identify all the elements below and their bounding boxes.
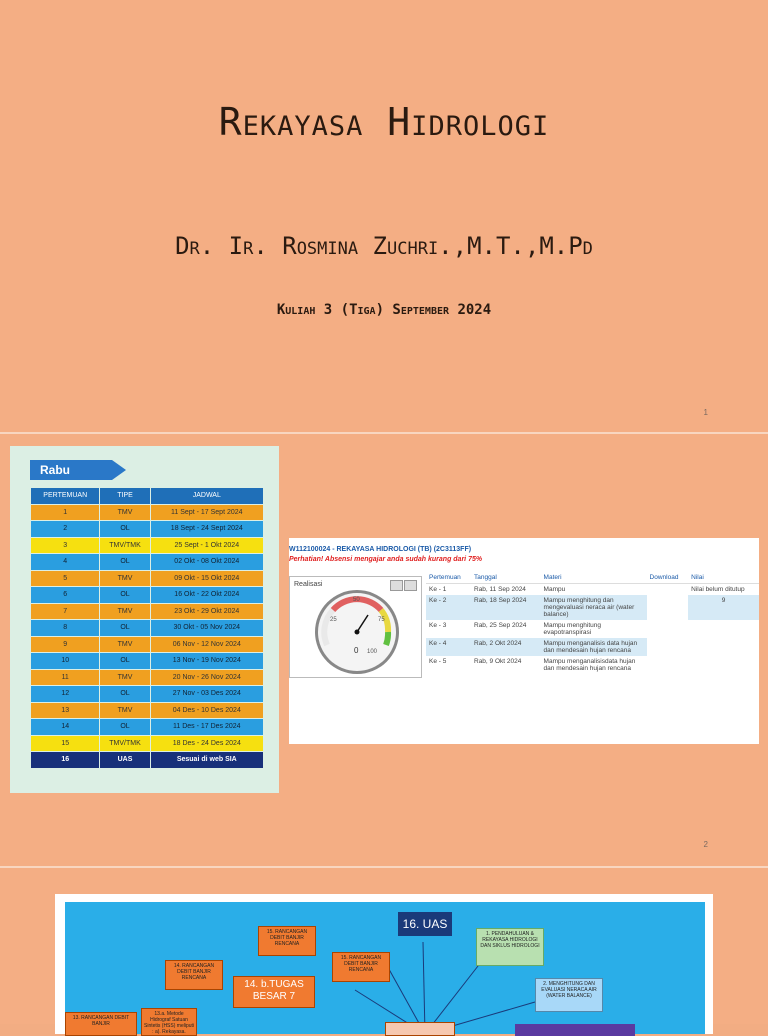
schedule-cell: 23 Okt - 29 Okt 2024: [151, 604, 263, 620]
gauge-tick: 25: [330, 617, 337, 623]
schedule-cell: 25 Sept - 1 Okt 2024: [151, 538, 263, 554]
schedule-cell: 13 Nov - 19 Nov 2024: [151, 653, 263, 669]
schedule-cell: 30 Okt - 05 Nov 2024: [151, 620, 263, 636]
schedule-cell: 14: [31, 719, 99, 735]
schedule-row: [31, 752, 263, 768]
table-row: [426, 638, 759, 656]
node-13a: 13.a. Metode Hidrograf Satuan Sintetis (HSS) meliputi : a). Rekayasa.: [141, 1008, 197, 1036]
schedule-row: [31, 736, 263, 752]
nilai-cell: [688, 638, 759, 656]
node-15: 15. RANCANGAN DEBIT BANJIR RENCANA: [258, 926, 316, 956]
schedule-row: [31, 653, 263, 669]
schedule-header: TIPE: [100, 488, 149, 504]
schedule-cell: OL: [100, 587, 149, 603]
mind-map-canvas: [65, 902, 705, 1034]
schedule-cell: 9: [31, 637, 99, 653]
schedule-row: [31, 686, 263, 702]
schedule-cell: 18 Des - 24 Des 2024: [151, 736, 263, 752]
lms-panel: [289, 538, 759, 744]
schedule-panel: [10, 446, 279, 793]
table-cell: Rab, 25 Sep 2024: [474, 622, 527, 629]
download-icon[interactable]: [404, 580, 417, 591]
table-header: Tanggal: [471, 572, 541, 584]
schedule-cell: TMV: [100, 505, 149, 521]
table-cell: Mampu menganalisis data hujan dan mendesain hujan rencana: [541, 638, 647, 656]
table-row: [426, 620, 759, 638]
table-cell: Rab, 18 Sep 2024: [471, 595, 541, 620]
realisasi-gauge: [312, 587, 402, 667]
table-row: [426, 584, 759, 596]
schedule-header: JADWAL: [151, 488, 263, 504]
schedule-cell: 13: [31, 703, 99, 719]
table-cell: Mampu menghitung dan mengevaluasi neraca air (water balance): [541, 595, 647, 620]
schedule-cell: TMV: [100, 637, 149, 653]
schedule-cell: OL: [100, 620, 149, 636]
schedule-table: [30, 487, 264, 769]
table-cell: Mampu menghitung evapotranspirasi: [543, 622, 601, 636]
slide-title: Rekayasa Hidrologi: [218, 100, 550, 144]
table-cell: Rab, 11 Sep 2024: [474, 586, 526, 593]
schedule-cell: UAS: [100, 752, 149, 768]
attendance-table: [426, 572, 759, 674]
schedule-row: [31, 521, 263, 537]
gauge-value: 0: [354, 646, 359, 655]
download-cell: [647, 584, 689, 596]
schedule-cell: 8: [31, 620, 99, 636]
schedule-cell: 27 Nov - 03 Des 2024: [151, 686, 263, 702]
schedule-cell: 10: [31, 653, 99, 669]
schedule-row: [31, 637, 263, 653]
schedule-row: [31, 505, 263, 521]
table-cell: Rab, 2 Okt 2024: [471, 638, 541, 656]
gauge-box: [289, 576, 422, 678]
day-banner: Rabu: [30, 460, 112, 480]
schedule-row: [31, 703, 263, 719]
schedule-row: [31, 554, 263, 570]
schedule-cell: 5: [31, 571, 99, 587]
schedule-row: [31, 571, 263, 587]
download-cell: [647, 656, 689, 674]
slide-2: [0, 434, 768, 866]
schedule-cell: TMV: [100, 703, 149, 719]
slide-3: [0, 868, 768, 1035]
node-1: 1. PENDAHULUAN & REKAYASA HIDROLOGI DAN SIKLUS HIDROLOGI: [476, 928, 544, 966]
slide-author: Dr. Ir. Rosmina Zuchri.,M.T.,M.Pd: [175, 232, 593, 260]
download-cell: [647, 638, 689, 656]
schedule-cell: TMV: [100, 571, 149, 587]
table-row: [426, 656, 759, 674]
schedule-cell: 4: [31, 554, 99, 570]
table-cell: Mampu: [543, 586, 566, 593]
table-cell: Ke - 1: [429, 586, 447, 593]
schedule-cell: 3: [31, 538, 99, 554]
table-header: Pertemuan: [426, 572, 471, 584]
schedule-cell: 6: [31, 587, 99, 603]
schedule-cell: 18 Sept - 24 Sept 2024: [151, 521, 263, 537]
schedule-row: [31, 719, 263, 735]
schedule-row: [31, 538, 263, 554]
schedule-cell: TMV: [100, 670, 149, 686]
schedule-row: [31, 604, 263, 620]
download-cell: [647, 595, 689, 620]
schedule-cell: 20 Nov - 26 Nov 2024: [151, 670, 263, 686]
gauge-tick: 75: [378, 617, 385, 623]
gauge-label: Realisasi: [294, 581, 323, 588]
course-title[interactable]: W112100024 - REKAYASA HIDROLOGI (TB) (2C3113FF): [289, 546, 472, 553]
schedule-cell: 12: [31, 686, 99, 702]
node-right: [515, 1024, 635, 1036]
schedule-cell: 16 Okt - 22 Okt 2024: [151, 587, 263, 603]
table-header: Materi: [541, 572, 647, 584]
table-cell: Ke - 3: [429, 622, 447, 629]
schedule-cell: 02 Okt - 08 Okt 2024: [151, 554, 263, 570]
slide-subtitle: Kuliah 3 (Tiga) September 2024: [276, 302, 492, 318]
schedule-cell: OL: [100, 653, 149, 669]
node-center: [385, 1022, 455, 1036]
schedule-cell: 1: [31, 505, 99, 521]
nilai-cell: [688, 620, 759, 638]
schedule-cell: 06 Nov - 12 Nov 2024: [151, 637, 263, 653]
schedule-cell: 11: [31, 670, 99, 686]
schedule-header: PERTEMUAN: [31, 488, 99, 504]
nilai-cell: [688, 656, 759, 674]
table-cell: Rab, 9 Okt 2024: [474, 658, 522, 665]
nilai-cell: 9: [688, 595, 759, 620]
download-cell: [647, 620, 689, 638]
page-number: 2: [703, 840, 708, 849]
schedule-cell: TMV/TMK: [100, 736, 149, 752]
table-header: Nilai: [688, 572, 759, 584]
table-cell: Ke - 4: [426, 638, 471, 656]
node-13: 13. RANCANGAN DEBIT BANJIR: [65, 1012, 137, 1036]
mind-map: [55, 894, 713, 1034]
table-header: Download: [647, 572, 689, 584]
schedule-row: [31, 587, 263, 603]
node-uas: 16. UAS: [398, 912, 452, 936]
schedule-row: [31, 620, 263, 636]
gauge-tick: 100: [367, 649, 378, 655]
node-15b: 15. RANCANGAN DEBIT BANJIR RENCANA: [332, 952, 390, 982]
attendance-warning: Perhatian! Absensi mengajar anda sudah kurang dari 75%: [289, 556, 483, 563]
nilai-cell: Nilai belum ditutup: [691, 586, 745, 593]
page-number: 1: [703, 408, 708, 417]
table-row: [426, 595, 759, 620]
node-14b: 14. b.TUGAS BESAR 7: [233, 976, 315, 1008]
gauge-tick: 50: [353, 597, 360, 603]
schedule-cell: 11 Sept - 17 Sept 2024: [151, 505, 263, 521]
node-14: 14. RANCANGAN DEBIT BANJIR RENCANA: [165, 960, 223, 990]
schedule-cell: Sesuai di web SIA: [151, 752, 263, 768]
schedule-cell: OL: [100, 554, 149, 570]
node-2: 2. MENGHITUNG DAN EVALUASI NERACA AIR (WATER BALANCE): [535, 978, 603, 1012]
schedule-cell: 09 Okt - 15 Okt 2024: [151, 571, 263, 587]
schedule-cell: OL: [100, 719, 149, 735]
schedule-cell: 7: [31, 604, 99, 620]
schedule-cell: 16: [31, 752, 99, 768]
schedule-cell: 2: [31, 521, 99, 537]
schedule-cell: 04 Des - 10 Des 2024: [151, 703, 263, 719]
slide-1: [0, 0, 768, 432]
schedule-cell: TMV: [100, 604, 149, 620]
table-cell: Mampu menganalisisdata hujan dan mendesain hujan rencana: [543, 658, 636, 672]
schedule-cell: 15: [31, 736, 99, 752]
table-cell: Ke - 2: [426, 595, 471, 620]
schedule-cell: OL: [100, 521, 149, 537]
schedule-cell: TMV/TMK: [100, 538, 149, 554]
schedule-row: [31, 670, 263, 686]
table-cell: Ke - 5: [429, 658, 447, 665]
schedule-cell: 11 Des - 17 Des 2024: [151, 719, 263, 735]
schedule-cell: OL: [100, 686, 149, 702]
